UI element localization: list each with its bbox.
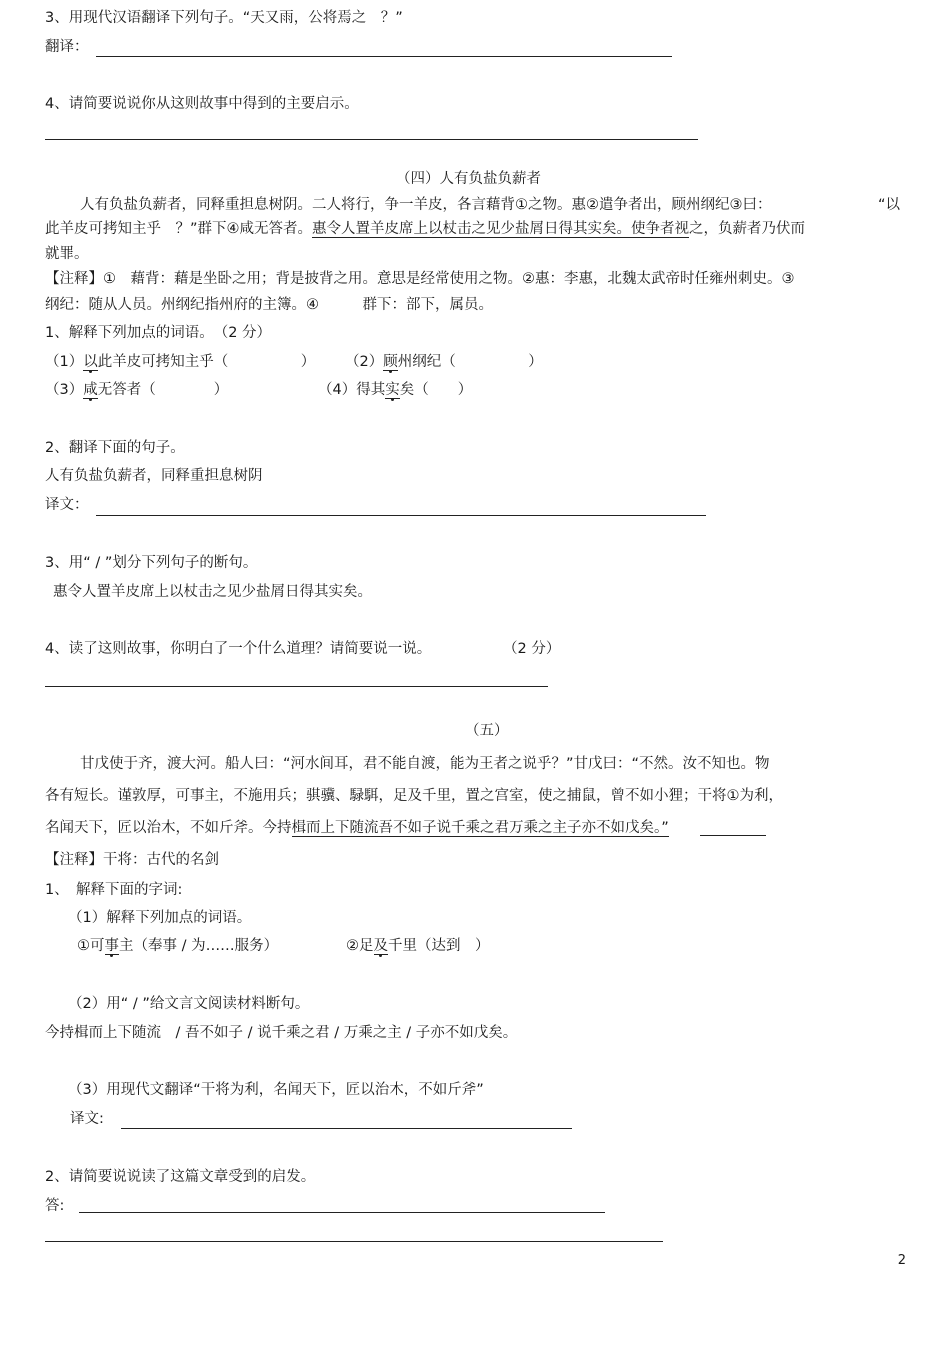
s4-question-1: 1、解释下列加点的词语。 （2 分） [45, 325, 272, 341]
s4-q2-answer-line[interactable] [96, 515, 706, 516]
s5-q1-sub-1-item-b [346, 936, 490, 956]
item-text: 矣（ ） [399, 382, 473, 398]
s5-underlined-sentence: 楫而上下随流吾不如子说千乘之君万乘之主子亦不如戊矣。” [291, 820, 669, 836]
item-number: （1） [45, 354, 84, 370]
s4-q1-item-4 [318, 380, 472, 400]
page-number: 2 [897, 1253, 906, 1268]
s4-passage-line-2 [45, 219, 805, 239]
s5-question-1: 1、 解释下面的字词: [45, 882, 183, 898]
s4-q4-score: （2 分） [503, 641, 561, 657]
item-text: 无答者（ ） [97, 382, 229, 398]
s3-translate-label: 翻译： [45, 39, 89, 55]
s5-q2-answer-line-1[interactable] [79, 1212, 605, 1213]
item-text: 千里（达到 ） [388, 938, 490, 954]
item-number: （2） [345, 354, 384, 370]
s4-passage-line-3: 就罪。 [45, 246, 89, 262]
s4-passage-text: 此羊皮可拷知主乎 ？”群下④咸无答者。 [45, 221, 313, 237]
s3-question-3: 3、用现代汉语翻译下列句子。“天又雨，公将焉之 ？” [45, 10, 403, 26]
s4-q4-answer-line[interactable] [45, 686, 548, 687]
s5-passage-text: 名闻天下，匠以治木，不如斤斧。今持 [45, 820, 292, 836]
s4-q2-label: 译文： [45, 497, 89, 513]
dotted-word: 实 [385, 382, 400, 398]
item-text: ①可 [77, 938, 105, 954]
dotted-word: 咸 [83, 382, 98, 398]
s5-q1-sub-1-item-a [77, 936, 278, 956]
dotted-word: 及 [373, 938, 388, 954]
dotted-word: 顾 [383, 354, 398, 370]
item-text: ②足 [346, 938, 374, 954]
s5-q2-answer-line-2[interactable] [45, 1241, 663, 1242]
s4-question-3: 3、用“ / ”划分下列句子的断句。 [45, 555, 258, 571]
s4-passage-line-1-end: “以 [878, 197, 901, 213]
s4-note-line-1: 【注释】① 藉背：藉是坐卧之用；背是披背之用。意思是经常使用之物。②惠：李惠，北魏太武帝时任雍州刺史。③ [45, 271, 795, 287]
s4-q1-item-2 [345, 352, 543, 372]
s4-underlined-sentence: 惠令人置羊皮席上以杖击之见少盐屑日得其实矣。使争者视 [312, 221, 690, 237]
s5-passage-line-2: 各有短长。谨敦厚，可事主，不施用兵；骐骥、騄駬，足及千里，置之宫室，使之捕鼠，曾不如小狸；干将①为利， [45, 788, 783, 804]
s5-passage-underline-tail [700, 835, 766, 836]
item-text: 此羊皮可拷知主乎（ ） [97, 354, 316, 370]
s4-q1-item-1 [45, 352, 315, 372]
s4-title: （四）人有负盐负薪者 [396, 171, 541, 187]
s4-q3-sentence: 惠令人置羊皮席上以杖击之见少盐屑日得其实矣。 [53, 584, 372, 600]
s5-q1-sub-3-answer-line[interactable] [121, 1128, 572, 1129]
item-number: （4）得其 [318, 382, 386, 398]
s3-question-4: 4、请简要说说你从这则故事中得到的主要启示。 [45, 96, 359, 112]
s4-note-line-2: 纲纪：随从人员。州纲纪指州府的主簿。④ 群下：部下，属员。 [45, 297, 493, 313]
s3-translate-answer-line[interactable] [96, 56, 672, 57]
s5-question-2: 2、请简要说说读了这篇文章受到的启发。 [45, 1169, 316, 1185]
dotted-word: 以 [83, 354, 98, 370]
s5-passage-line-3 [45, 818, 669, 838]
s4-q1-item-3 [45, 380, 228, 400]
s4-question-2: 2、翻译下面的句子。 [45, 440, 185, 456]
s5-note: 【注释】干将：古代的名剑 [45, 852, 219, 868]
s5-passage-line-1: 甘戊使于齐，渡大河。船人曰：“河水间耳，君不能自渡，能为王者之说乎？”甘戊曰：“不然。汝不知也。物 [80, 756, 770, 772]
dotted-word: 事 [104, 938, 119, 954]
s5-q1-sub-3-label: 译文: [70, 1111, 104, 1127]
s4-passage-line-1: 人有负盐负薪者，同释重担息树阴。二人将行，争一羊皮，各言藉背①之物。惠②遣争者出，顾州纲纪③曰： [80, 197, 772, 213]
item-text: 州纲纪（ ） [397, 354, 543, 370]
s5-q2-label: 答: [45, 1198, 65, 1214]
s5-title: （五） [465, 723, 509, 739]
s3-q4-answer-line[interactable] [45, 139, 698, 140]
s5-q1-sub-2: （2）用“ / ”给文言文阅读材料断句。 [68, 996, 310, 1012]
s5-q1-sub-2-answer: 今持楫而上下随流 / 吾不如子 / 说千乘之君 / 万乘之主 / 子亦不如戊矣。 [45, 1025, 518, 1041]
s4-q2-sentence: 人有负盐负薪者，同释重担息树阴 [45, 468, 263, 484]
s5-q1-sub-1: （1）解释下列加点的词语。 [68, 910, 252, 926]
s4-question-4: 4、读了这则故事，你明白了一个什么道理？请简要说一说。 [45, 641, 432, 657]
s5-q1-sub-3: （3）用现代文翻译“干将为利，名闻天下，匠以治木，不如斤斧” [68, 1082, 484, 1098]
item-text: 主（奉事 / 为……服务） [119, 938, 279, 954]
item-number: （3） [45, 382, 84, 398]
s4-passage-text: 之，负薪者乃伏而 [689, 221, 806, 237]
